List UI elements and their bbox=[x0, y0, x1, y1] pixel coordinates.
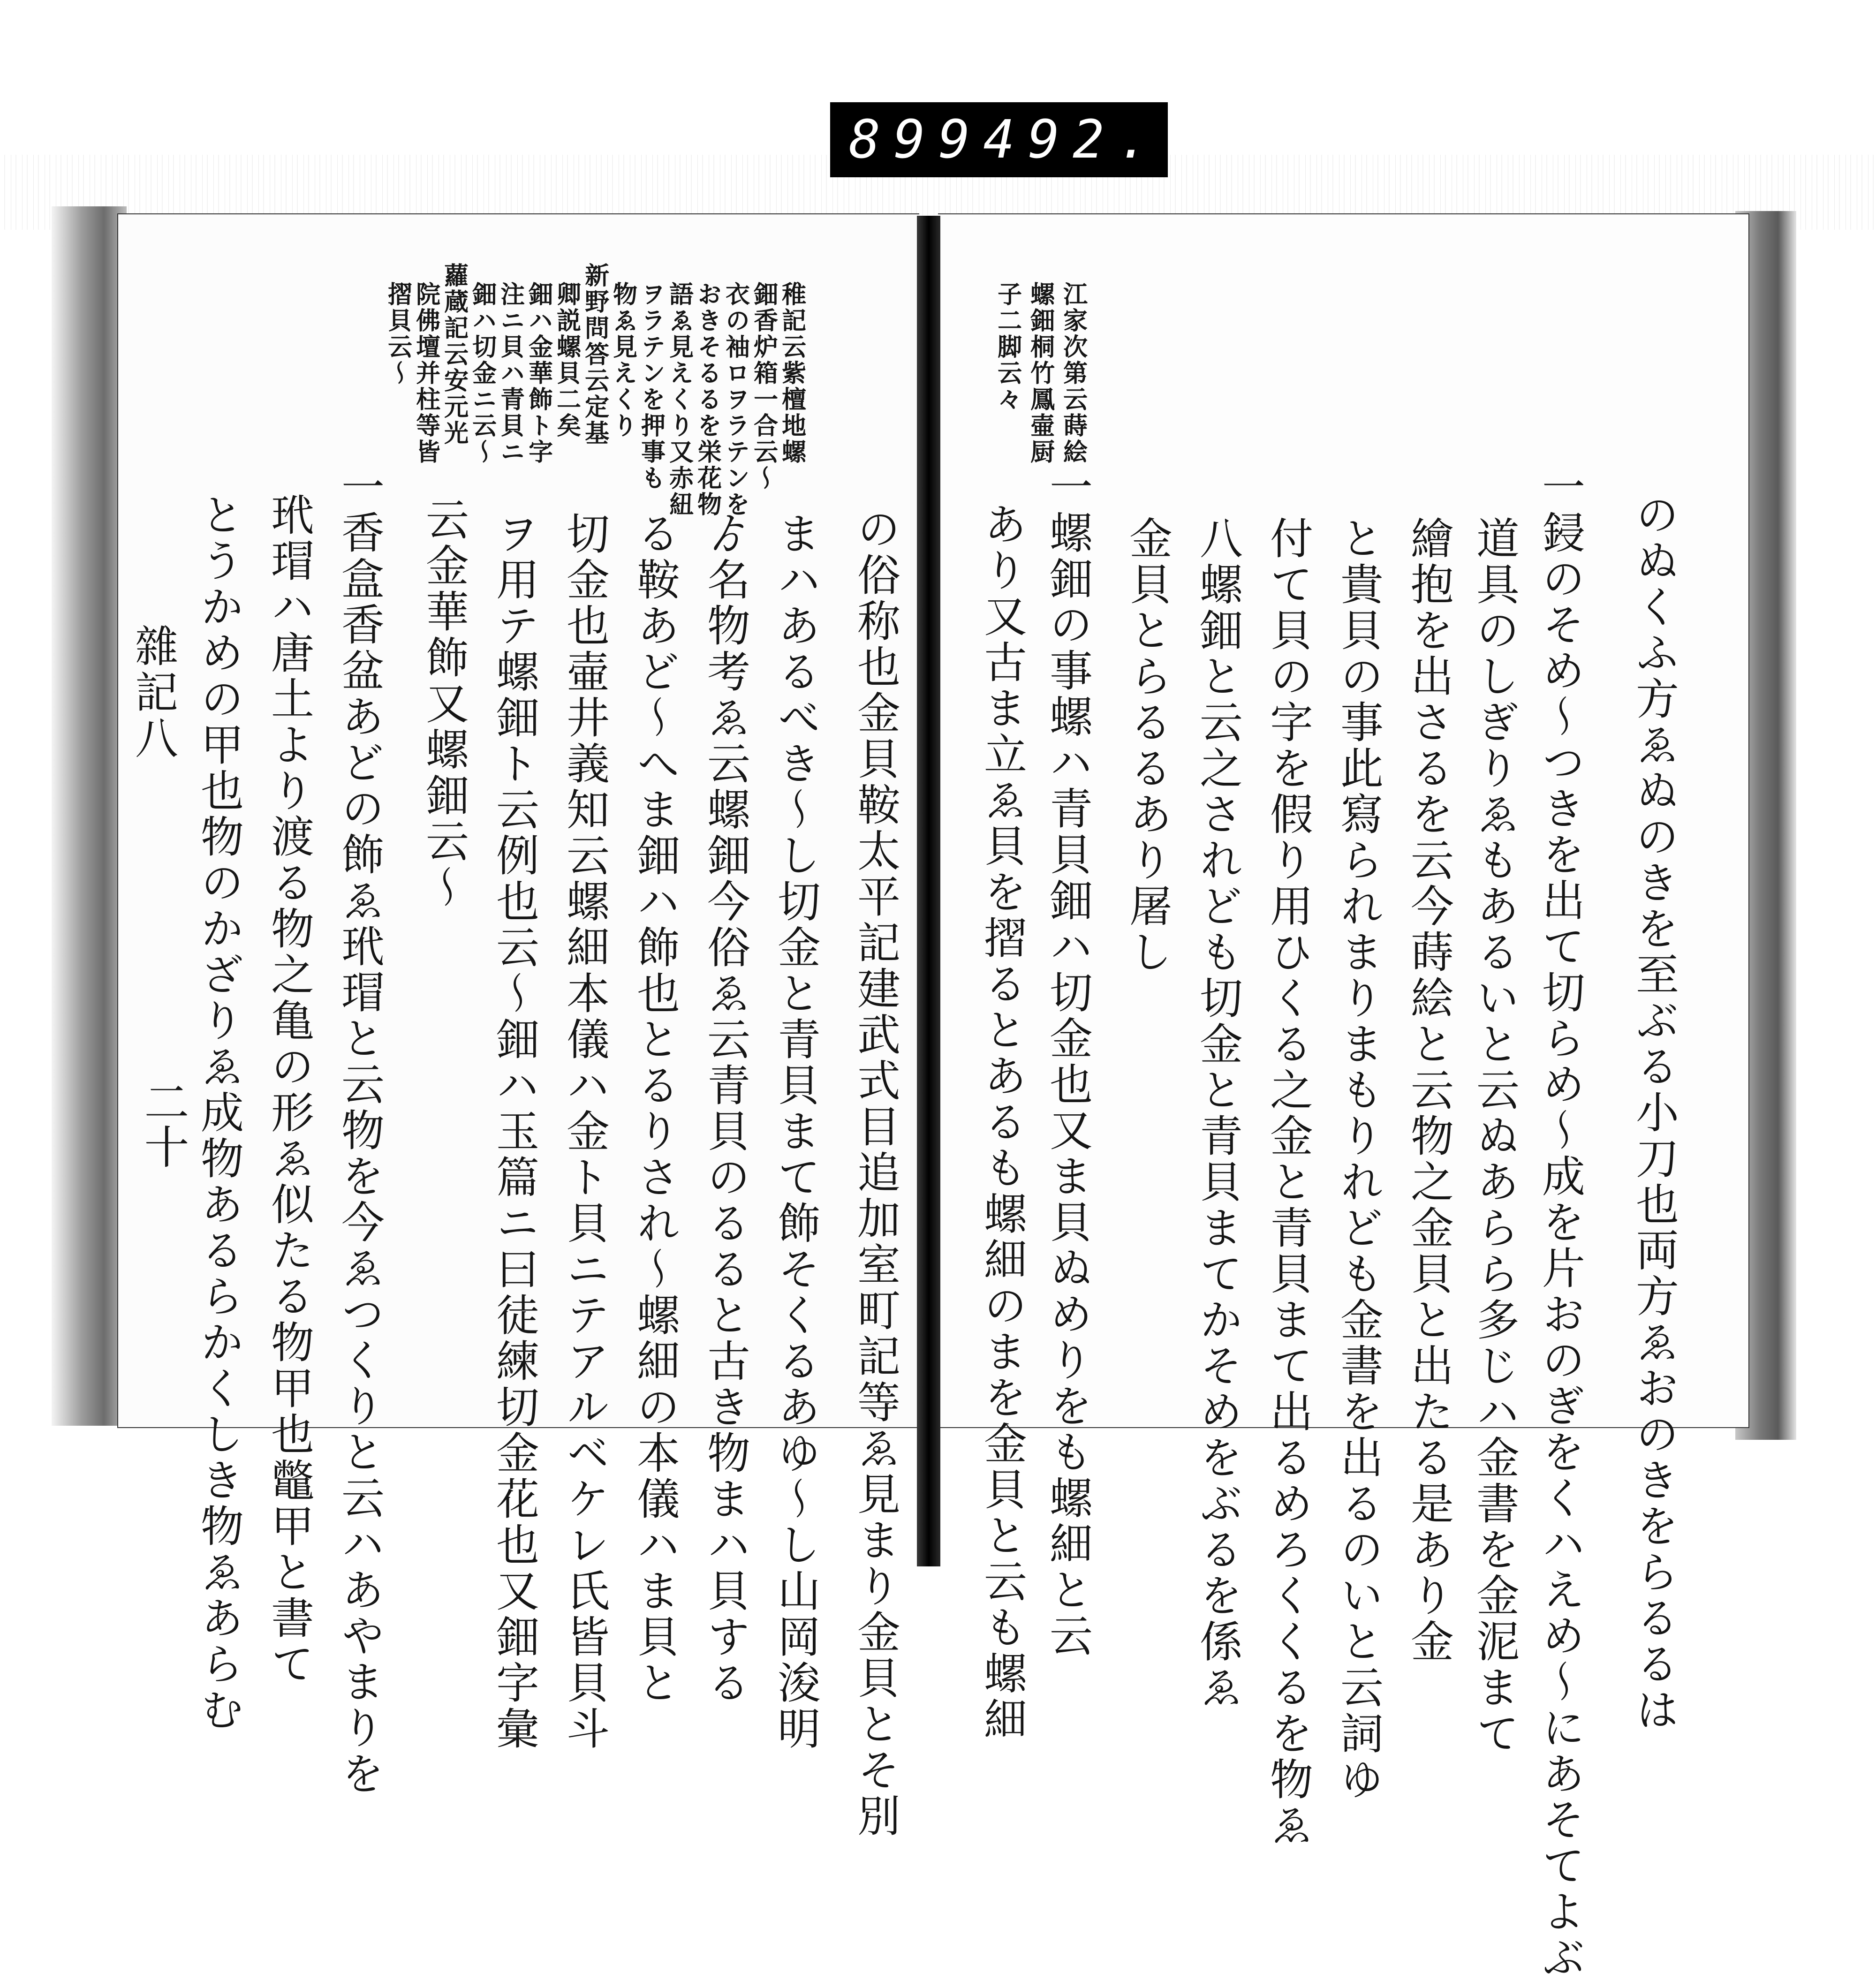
book-left-edge bbox=[52, 206, 127, 1426]
right-main-column-6: 付て貝の字を假り用ひくる之金と青貝まて出るめろくくるを物ゑ bbox=[1263, 516, 1313, 1849]
right-head-note-2: 螺鈿桐竹鳳壷厨 bbox=[1026, 281, 1055, 465]
right-main-column-9: 一螺鈿の事螺ハ青貝鈿ハ切金也又ま貝ぬめりをも螺細と云 bbox=[1043, 464, 1093, 1659]
left-head-note-7: 物ゑ見えくり bbox=[608, 281, 637, 439]
left-main-column-1: の俗称也金貝鞍太平記建武式目追加室町記等ゑ見まり金貝とそ別 bbox=[850, 507, 900, 1839]
left-head-note-14: 院佛壇并柱等皆 bbox=[411, 281, 440, 465]
right-main-column-3: 道具のしぎりゑもあるいと云ぬあらら多じハ金書を金泥まて bbox=[1469, 516, 1520, 1757]
left-head-note-15: 摺貝云〜 bbox=[383, 281, 412, 386]
catalog-right-number: 492. bbox=[983, 109, 1163, 170]
left-main-column-10: とうかめの甲也物のかざりゑ成物あるらかくしき物ゑあらむ bbox=[194, 492, 244, 1733]
right-main-column-2: 一鋟のそめ〜つきを出て切らめ〜成を片おのぎをくハえめ〜にあそてよぶ bbox=[1535, 464, 1585, 1981]
right-main-column-5: と貴貝の事此寫られまりまもりれども金書を出るのいと云詞ゆ bbox=[1333, 516, 1384, 1803]
catalog-label bbox=[830, 102, 1168, 177]
right-main-column-1: のぬくふ方ゑぬのきを至ぶる小刀也両方ゑおのきをらるるは bbox=[1629, 492, 1679, 1733]
right-main-column-7: 八螺鈿と云之されども切金と青貝まてかそめをぶるを係ゑ bbox=[1193, 516, 1243, 1711]
running-title: 雜記八 bbox=[128, 624, 178, 762]
left-main-column-2: まハあるべき〜し切金と青貝まて飾そくるあゆ〜し山岡浚明 bbox=[771, 511, 821, 1752]
right-main-column-8: 金貝とらるるあり屠し bbox=[1122, 516, 1172, 975]
left-head-note-6: ヲラテンを押事も bbox=[636, 281, 666, 491]
left-head-note-9: 卿説螺貝二矣 bbox=[552, 281, 581, 439]
left-main-column-5: 切金也壷井義知云螺細本儀ハ金ト貝ニテアルベケレ氏皆貝斗 bbox=[560, 511, 610, 1752]
left-head-note-12: 鈿ハ切金ニ云〜 bbox=[468, 281, 497, 465]
left-head-note-3: 衣の袖ロヲラテンを bbox=[721, 281, 750, 518]
catalog-left-number: 899 bbox=[849, 109, 983, 170]
left-main-column-9: 玳瑁ハ唐土より渡る物之亀の形ゑ似たる物甲也鼈甲と書て bbox=[264, 492, 314, 1687]
left-head-note-5: 語ゑ見えくり又赤紐 bbox=[665, 281, 694, 518]
left-head-note-4: おきそるるを栄花物 bbox=[693, 281, 722, 518]
right-main-column-4: 繪抱を出さるを云今蒔絵と云物之金貝と出たる是あり金 bbox=[1404, 516, 1454, 1665]
left-head-note-1: 稚記云紫檀地螺 bbox=[777, 281, 806, 465]
left-main-column-8: 一香盒香盆あどの飾ゑ玳瑁と云物を今ゑつくりと云ハあやまりを bbox=[334, 464, 385, 1797]
left-main-column-3: ゟ名物考ゑ云螺鈿今俗ゑ云青貝のるると古き物まハ貝する bbox=[700, 511, 750, 1706]
folio-number: 二十 bbox=[137, 1079, 189, 1169]
left-head-note-13: 蘿蔵記云安元光 bbox=[439, 263, 469, 446]
right-head-note-1: 江家次第云蒔絵 bbox=[1059, 281, 1088, 465]
left-head-note-10: 鈿ハ金華飾ト字 bbox=[524, 281, 553, 465]
left-main-column-4: る鞍あど〜へま鈿ハ飾也とるりされ〜螺細の本儀ハま貝と bbox=[630, 511, 680, 1706]
left-main-column-7: 云金華飾又螺鈿云〜 bbox=[419, 497, 469, 911]
left-head-note-8: 新野問答云定基 bbox=[580, 263, 609, 446]
left-head-note-2: 鈿香炉箱一合云〜 bbox=[749, 281, 778, 491]
right-main-column-10: あり又古ま立ゑ貝を摺るとあるも螺細のまを金貝と云も螺細 bbox=[977, 502, 1027, 1743]
left-main-column-6: ヲ用テ螺鈿ト云例也云〜鈿ハ玉篇ニ曰徒練切金花也又鈿字彙 bbox=[489, 511, 539, 1752]
book-spine bbox=[917, 216, 940, 1566]
right-head-note-3: 子二脚云々 bbox=[993, 281, 1022, 413]
left-head-note-11: 注ニ貝ハ青貝ニ bbox=[496, 281, 525, 465]
